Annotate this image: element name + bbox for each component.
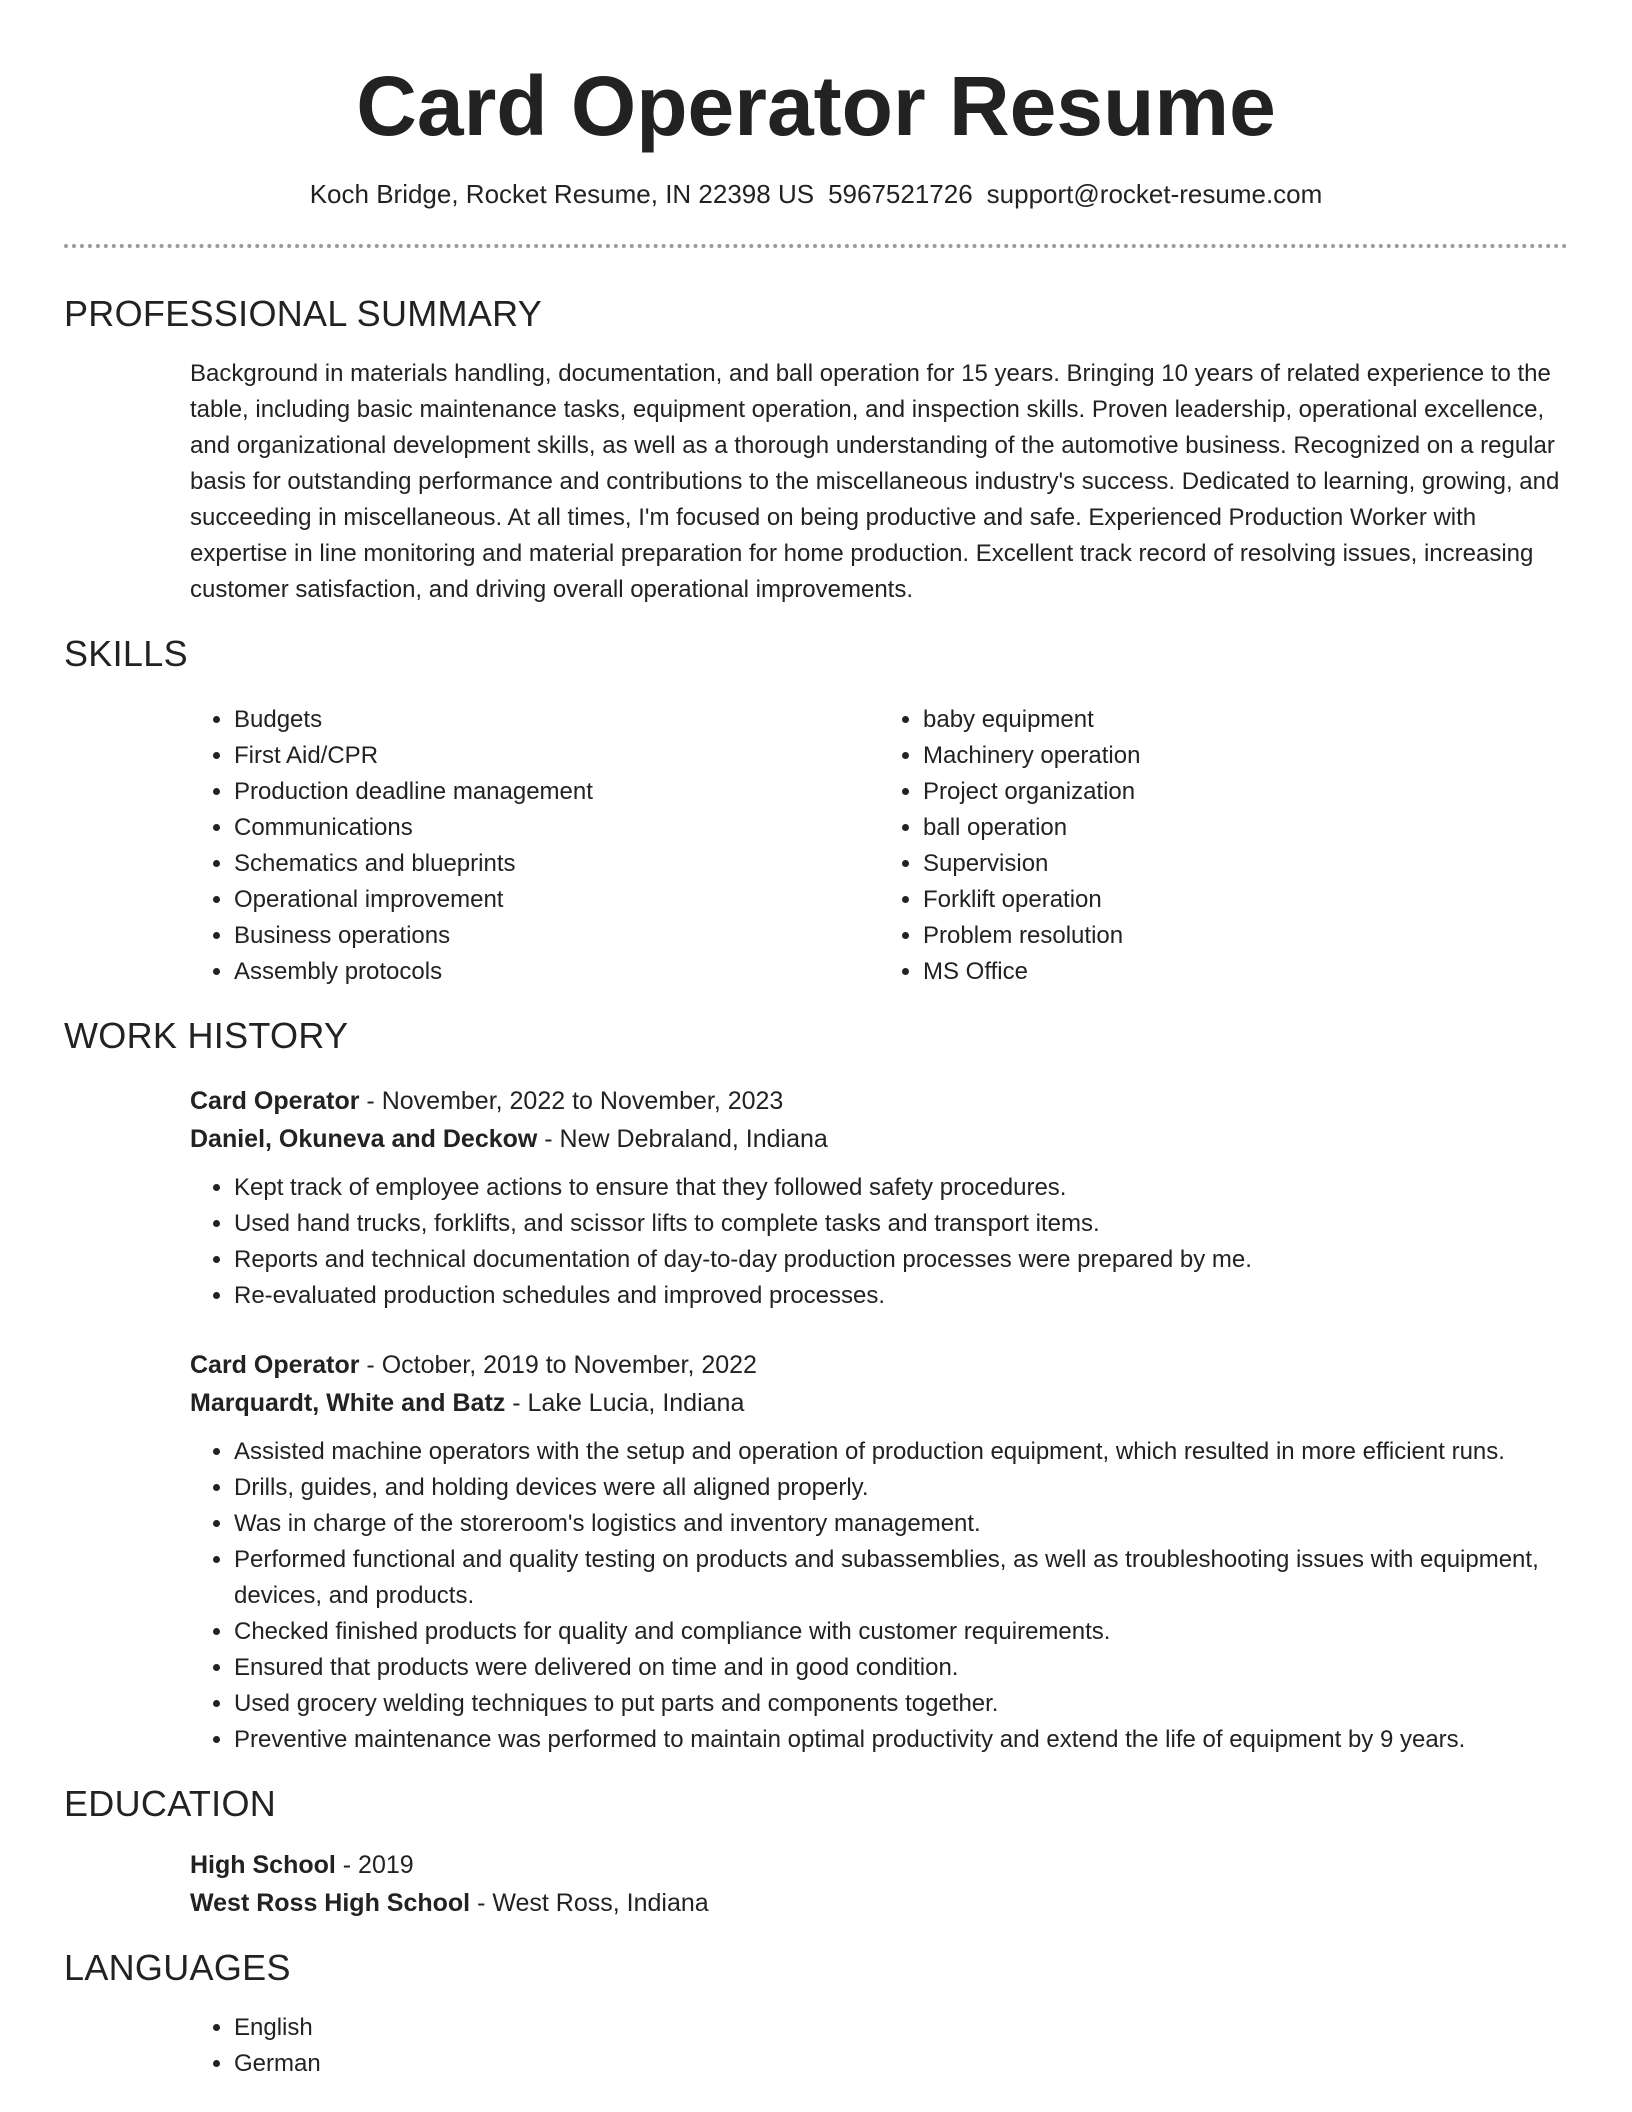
skill-item: • MS Office — [923, 954, 1568, 990]
language-item: • German — [234, 2046, 1568, 2082]
skill-item: • ball operation — [923, 810, 1568, 846]
skill-item: • baby equipment — [923, 702, 1568, 738]
job-role-line — [190, 1346, 1568, 1384]
education-degree-line — [190, 1846, 1568, 1884]
job-role: Card Operator — [190, 1351, 360, 1379]
job-bullet: • Was in charge of the storeroom's logistics and inventory management. — [234, 1506, 1568, 1542]
skills-section — [64, 702, 1568, 990]
education-school: West Ross High School — [190, 1889, 471, 1917]
summary-heading: PROFESSIONAL SUMMARY — [64, 293, 543, 334]
summary-text: Background in materials handling, documentation, and ball operation for 15 years. Bringing 10 years of related experience to the table, including basic maintenance tasks, equipment operation, and inspection skills. Proven leadership, operational excellence, and organizational development skills, as well as a thorough understanding of the automotive business. Recognized on a regular basis for outstanding performance and contributions to the miscellaneous industry's success. Dedicated to learning, growing, and succeeding in miscellaneous. At all times, I'm focused on being productive and safe. Experienced Production Worker with expertise in line monitoring and material preparation for home production. Excellent track record of resolving issues, increasing customer satisfaction, and driving overall operational improvements. — [190, 360, 1560, 603]
skill-item: • Business operations — [234, 918, 879, 954]
job-location: - New Debraland, Indiana — [537, 1125, 828, 1153]
work-history-heading: WORK HISTORY — [64, 1015, 349, 1056]
skill-item: • Project organization — [923, 774, 1568, 810]
job-bullet: • Ensured that products were delivered on time and in good condition. — [234, 1650, 1568, 1686]
skills-list-left — [190, 702, 879, 990]
skill-item: • Operational improvement — [234, 882, 879, 918]
job-bullet: • Drills, guides, and holding devices were all aligned properly. — [234, 1470, 1568, 1506]
languages-heading: LANGUAGES — [64, 1947, 291, 1988]
skill-item: • Budgets — [234, 702, 879, 738]
skill-item: • Communications — [234, 810, 879, 846]
skill-item: • Forklift operation — [923, 882, 1568, 918]
skills-grid — [190, 702, 1568, 990]
contact-phone: 5967521726 — [828, 179, 973, 209]
skill-item: • First Aid/CPR — [234, 738, 879, 774]
job-bullet: • Kept track of employee actions to ensure that they followed safety procedures. — [234, 1170, 1568, 1206]
resume-page — [64, 0, 1568, 2112]
job-company: Marquardt, White and Batz — [190, 1389, 506, 1417]
job-bullet: • Checked finished products for quality and compliance with customer requirements. — [234, 1614, 1568, 1650]
job-dates: - November, 2022 to November, 2023 — [359, 1087, 784, 1115]
skills-list-right — [879, 702, 1568, 990]
skill-item: • Problem resolution — [923, 918, 1568, 954]
job-dates: - October, 2019 to November, 2022 — [359, 1351, 757, 1379]
header-divider — [64, 244, 1568, 248]
education-degree: High School — [190, 1851, 336, 1879]
language-item: • English — [234, 2010, 1568, 2046]
skill-item: • Production deadline management — [234, 774, 879, 810]
education-school-line — [190, 1884, 1568, 1922]
job-entry — [64, 1346, 1568, 1758]
job-company-line — [190, 1384, 1568, 1422]
job-company-line — [190, 1120, 1568, 1158]
job-bullet: • Performed functional and quality testing on products and subassemblies, as well as troubleshooting issues with equipment, devices, and products. — [234, 1542, 1568, 1614]
languages-section — [64, 2010, 1568, 2082]
job-entry — [64, 1082, 1568, 1314]
job-bullet: • Preventive maintenance was performed to maintain optimal productivity and extend the life of equipment by 9 years. — [234, 1722, 1568, 1758]
job-bullet: • Used grocery welding techniques to put parts and components together. — [234, 1686, 1568, 1722]
job-location: - Lake Lucia, Indiana — [505, 1389, 745, 1417]
education-heading: EDUCATION — [64, 1783, 277, 1824]
resume-title: Card Operator Resume — [356, 59, 1276, 153]
job-bullet: • Assisted machine operators with the setup and operation of production equipment, which resulted in more efficient runs. — [234, 1434, 1568, 1470]
skill-item: • Supervision — [923, 846, 1568, 882]
skill-item: • Assembly protocols — [234, 954, 879, 990]
job-role-line — [190, 1082, 1568, 1120]
skill-item: • Machinery operation — [923, 738, 1568, 774]
skills-heading: SKILLS — [64, 633, 188, 674]
contact-line — [64, 176, 1568, 212]
job-bullet: • Re-evaluated production schedules and improved processes. — [234, 1278, 1568, 1314]
job-role: Card Operator — [190, 1087, 360, 1115]
job-bullets — [190, 1434, 1568, 1758]
education-location: - West Ross, Indiana — [470, 1889, 709, 1917]
skill-item: • Schematics and blueprints — [234, 846, 879, 882]
contact-email: support@rocket-resume.com — [986, 179, 1323, 209]
contact-address: Koch Bridge, Rocket Resume, IN 22398 US — [309, 179, 815, 209]
job-bullet: • Reports and technical documentation of day-to-day production processes were prepared by me. — [234, 1242, 1568, 1278]
job-bullets — [190, 1170, 1568, 1314]
languages-list — [190, 2010, 1568, 2082]
job-company: Daniel, Okuneva and Deckow — [190, 1125, 538, 1153]
education-entry — [64, 1846, 1568, 1922]
education-year: - 2019 — [335, 1851, 414, 1879]
job-bullet: • Used hand trucks, forklifts, and scissor lifts to complete tasks and transport items. — [234, 1206, 1568, 1242]
